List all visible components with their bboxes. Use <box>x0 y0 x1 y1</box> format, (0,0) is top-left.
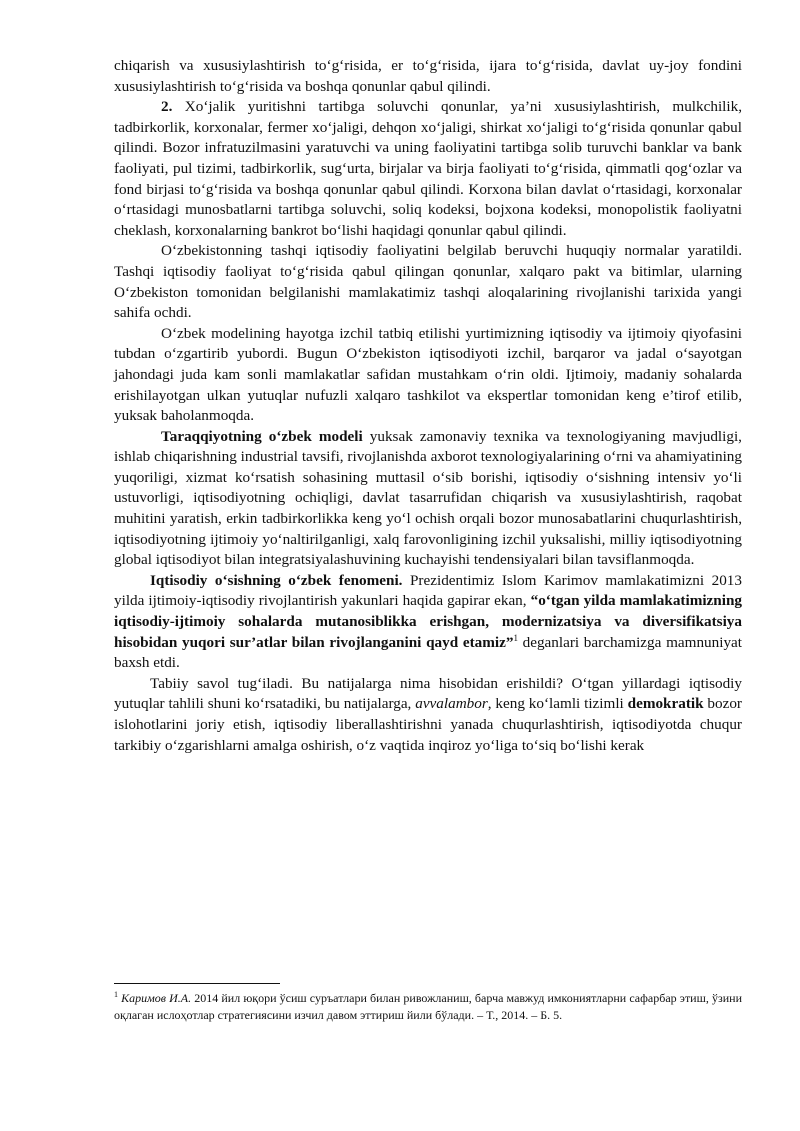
uzbek-model-term: Taraqqiyotning o‘zbek modeli <box>161 427 363 445</box>
paragraph-3 <box>114 241 742 323</box>
paragraph-2-text: Xo‘jalik yuritishni tartibga soluvchi qonunlar, ya’ni xususiylashtirish, mulkchilik, tadbirkorlik, korxonalar, fermer xo‘jaligi, dehqon xo‘jaligi, shirkat xo‘jaligi to‘g‘risida qonunlar qabul qilindi. Bozor infratuzilmasini yaratuvchi va uning faoliyatini tartibga solib turuvchi banklar va bank faoliyati, pul tizimi, tadbirkorlik, sug‘urta, birjalar va birja faoliyati to‘g‘risida, qimmatli qog‘ozlar va fond birjasi to‘g‘risida va boshqa qonunlar qabul qilindi. Korxona bilan davlat o‘rtasidagi, korxonalar o‘rtasidagi munosbatlarni tartibga soluvchi, soliq kodeksi, bojxona kodeksi, monopolistik faoliyatni cheklash, korxonalarning bankrot bo‘lishi haqidagi qonunlar qabul qilindi. <box>114 98 742 239</box>
uzbek-phenomenon-heading: Iqtisodiy o‘sishning o‘zbek fenomeni. <box>150 571 403 589</box>
paragraph-1-text: chiqarish va xususiylashtirish to‘g‘risida, er to‘g‘risida, ijara to‘g‘risida, davlat uy-joy fondini xususiylashtirish to‘g‘risida va boshqa qonunlar qabul qilindi. <box>114 57 742 95</box>
paragraph-7-text-c: bozor islohotlarini joriy etish, iqtisodiy liberallashtirishni yanada chuqurlashtirish, iqtisodiyotda chuqur tarkibiy o‘zgarishlarni amalga oshirish, o‘z vaqtida inqiroz yo‘liga to‘siq bo‘lishi kerak <box>114 695 742 754</box>
president-quote: “o‘tgan yilda mamlakatimizning iqtisodiy-ijtimoiy sohalarda mutanosiblikka erishgan, modernizatsiya va diversifikatsiya hisobidan yuqori sur’atlar bilan rivojlanganini qayd etamiz” <box>114 592 743 651</box>
paragraph-5-text: yuksak zamonaviy texnika va texnologiyaning mavjudligi, ishlab chiqarishning industrial tavsifi, rivojlanishda axborot texnologiyalarining o‘rni va ahamiyatining yuqoriligi, xizmat ko‘rsatish sohasining muttasil o‘sib borishi, iqtisodiy o‘sishning intensiv yo‘li ustuvorligi, iqtisodiyotning ochiqligi, davlat tasarrufidan chiqarish va xususiylashtirish, raqobat muhitini yaratish, erkin tadbirkorlikka keng yo‘l ochish orqali bozor munosabatlarini chuqurlashtirish, iqtisodiyotning ijtimoiy yo‘naltirilganligi, xalq farovonligining izchil yuksalishi, milliy iqtisodiyotning global iqtisodiyot bilan integratsiyalashuvining kuchayishi tendensiyalari bilan tavsiflanmoqda. <box>114 427 742 569</box>
avvalambor-emphasis: avvalambor <box>415 695 488 713</box>
paragraph-7 <box>114 674 742 756</box>
footnote <box>114 990 742 1024</box>
footnote-reference: 1 <box>513 632 518 643</box>
paragraph-6-text-b: deganlari barchamizga mamnuniyat baxsh etdi. <box>114 633 742 672</box>
paragraph-3-text: O‘zbekistonning tashqi iqtisodiy faoliyatini belgilab beruvchi huquqiy normalar yaratildi. Tashqi iqtisodiy faoliyat to‘g‘risida qabul qilingan qonunlar, xalqaro pakt va bitimlar, ularning O‘zbekiston tomonidan belgilanishi mamlakatimiz tashqi aloqalarining rivojlanishi tarixida yangi sahifa ochdi. <box>114 242 742 322</box>
paragraph-6-text-a: Prezidentimiz Islom Karimov mamlakatimizni 2013 yilda ijtimoiy-iqtisodiy rivojlantirish yakunlari haqida gapirar ekan, <box>114 571 742 610</box>
document-page <box>114 56 742 756</box>
demokratik-emphasis: demokratik <box>627 695 704 713</box>
paragraph-1 <box>114 56 742 97</box>
footnote-text: 2014 йил юқори ўсиш суръатлари билан ривожланиш, барча мавжуд имкониятларни сафарбар этиш, ўзини оқлаган ислоҳотлар стратегиясини изчил давом эттириш йили бўлади. – Т., 2014. – Б. 5. <box>114 991 742 1022</box>
paragraph-4 <box>114 324 742 427</box>
paragraph-2 <box>114 97 742 241</box>
footnote-divider <box>114 983 280 984</box>
paragraph-4-text: O‘zbek modelining hayotga izchil tatbiq etilishi yurtimizning iqtisodiy va ijtimoiy qiyofasini tubdan o‘zgartirib yubordi. Bugun O‘zbekiston iqtisodiyoti izchil, barqaror va jadal o‘sayotgan jahondagi juda kam sonli mamlakatlar safidan mustahkam o‘rin oldi. Ijtimoiy, madaniy sohalarda erishilayotgan ulkan yutuqlar nufuzli xalqaro tashkilot va ekspertlar tomonidan keng e’tirof etilib, yuksak baholanmoqda. <box>114 324 742 425</box>
paragraph-2-number: 2. <box>161 98 173 116</box>
paragraph-7-text-b: , keng ko‘lamli tizimli <box>487 695 628 713</box>
footnote-number: 1 <box>114 990 118 999</box>
paragraph-5 <box>114 427 742 571</box>
footnote-author: Каримов И.А. <box>121 991 192 1005</box>
paragraph-6 <box>114 571 742 674</box>
paragraph-7-text-a: Tabiiy savol tug‘iladi. Bu natijalarga nima hisobidan erishildi? O‘tgan yillardagi iqtisodiy yutuqlar tahlili shuni ko‘rsatadiki, bu natijalarga, <box>114 674 742 713</box>
